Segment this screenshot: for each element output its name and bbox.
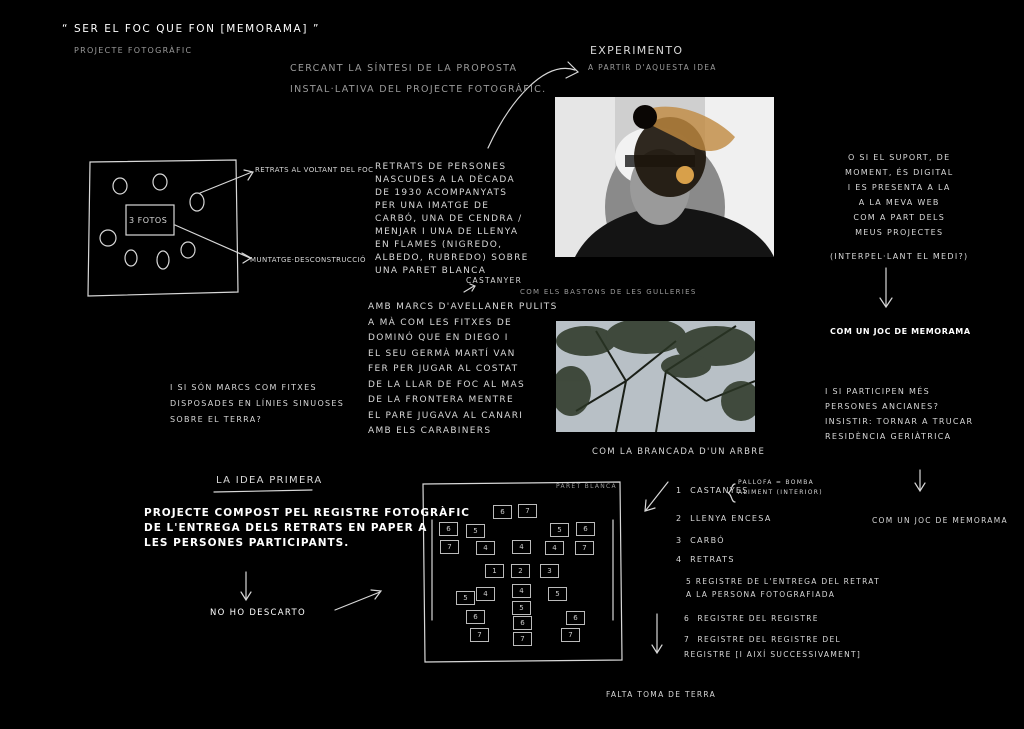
intro-note: CERCANT LA SÍNTESI DE LA PROPOSTA INSTAL·LATIVA DEL PROJECTE FOTOGRÀFIC. [290, 63, 547, 95]
step-4: 4 RETRATS [676, 555, 735, 564]
frame: 6 [576, 522, 595, 536]
suport-note: O SI EL SUPORT, DE MOMENT, ÉS DIGITAL I ES PRESENTA A LA A LA MEVA WEB COM A PART DELS MEUS PROJECTES [845, 153, 954, 237]
page-subtitle: PROJECTE FOTOGRÀFIC [74, 46, 193, 55]
frame: 4 [476, 541, 495, 555]
experiment-heading: EXPERIMENTO [590, 44, 684, 57]
falta-note: FALTA TOMA DE TERRA [606, 690, 717, 699]
registre-note: PROJECTE COMPOST PEL REGISTRE FOTOGRÀFIC DE L'ENTREGA DELS RETRATS EN PAPER A LES PERSONES PARTICIPANTS. [144, 507, 471, 549]
castanyes-sub: PALLOFA = BOMBA ALIMENT (INTERIOR) [738, 479, 823, 496]
frame: 4 [512, 540, 531, 554]
frame: 7 [440, 540, 459, 554]
frame: 5 [456, 591, 475, 605]
experiment-note: A PARTIR D'AQUESTA IDEA [588, 63, 717, 72]
memorama-note-1: COM UN JOC DE MEMORAMA [830, 327, 971, 336]
fitxes-note: I SI SÓN MARCS COM FITXES DISPOSADES EN LÍNIES SINUOSES SOBRE EL TERRA? [170, 383, 345, 424]
frame: 7 [470, 628, 489, 642]
page-title: “ SER EL FOC QUE FON [MEMORAMA] ” [62, 23, 321, 35]
frame: 5 [512, 601, 531, 615]
sketch-label-top: RETRATS AL VOLTANT DEL FOC [255, 166, 374, 174]
frame: 5 [548, 587, 567, 601]
frame: 7 [518, 504, 537, 518]
frame: 3 [540, 564, 559, 578]
bastons-label: COM ELS BASTONS DE LES GULLERIES [520, 288, 697, 296]
descarto-note: NO HO DESCARTO [210, 608, 306, 618]
step-1: 1 CASTANYES [676, 486, 749, 495]
interpel-note: (INTERPEL·LANT EL MEDI?) [830, 252, 969, 261]
sketch-center-label: 3 FOTOS [129, 216, 168, 225]
castanyer-label: CASTANYER [466, 276, 523, 285]
frame: 4 [545, 541, 564, 555]
frame: 5 [550, 523, 569, 537]
portraits-note: RETRATS DE PERSONES NASCUDES A LA DÈCADA DE 1930 ACOMPANYATS PER UNA IMATGE DE CARBÓ, UNA DE CENDRA / MENJAR I UNA DE LLENYA EN FLAMES (NIGREDO, ALBEDO, RUBREDO) SOBRE UNA PARET BLANCA [375, 162, 529, 276]
frame: 4 [476, 587, 495, 601]
frame: 7 [513, 632, 532, 646]
frame: 2 [511, 564, 530, 578]
step-2: 2 LLENYA ENCESA [676, 514, 772, 523]
memorama-note-2: COM UN JOC DE MEMORAMA [872, 516, 1008, 525]
frame: 5 [466, 524, 485, 538]
step-7: 7 REGISTRE DEL REGISTRE DEL REGISTRE [I AIXÍ SUCCESSIVAMENT] [684, 635, 862, 659]
step-5: 5 REGISTRE DE L'ENTREGA DEL RETRAT A LA PERSONA FOTOGRAFIADA [686, 577, 881, 599]
frame: 6 [466, 610, 485, 624]
frame: 7 [575, 541, 594, 555]
burnt-portrait-photo [555, 97, 774, 257]
frame: 6 [566, 611, 585, 625]
step-3: 3 CARBÓ [676, 536, 725, 545]
frame: 4 [512, 584, 531, 598]
frame: 6 [493, 505, 512, 519]
frame: 7 [561, 628, 580, 642]
avellaner-note: AMB MARCS D'AVELLANER PULITS A MÀ COM LES FITXES DE DOMINÓ QUE EN DIEGO I EL SEU GERMÀ MARTÍ VAN FER PER JUGAR AL COSTAT DE LA LLAR DE FOC AL MAS DE LA FRONTERA MENTRE EL PARE JUGAVA AL CANARI AMB ELS CARABINERS [368, 302, 558, 436]
idea-heading: LA IDEA PRIMERA [216, 475, 323, 486]
sketch-label-bottom: MUNTATGE·DESCONSTRUCCIÓ [250, 256, 366, 264]
tree-branches-photo [556, 321, 755, 432]
frame: 1 [485, 564, 504, 578]
paret-label: PARET BLANCA [556, 483, 617, 490]
frame: 6 [439, 522, 458, 536]
participen-note: I SI PARTICIPEN MÉS PERSONES ANCIANES? INSISTIR: TORNAR A TRUCAR RESIDÈNCIA GERIÀTRICA [825, 387, 974, 441]
brancada-caption: COM LA BRANCADA D'UN ARBRE [592, 447, 766, 457]
frame: 6 [513, 616, 532, 630]
step-6: 6 REGISTRE DEL REGISTRE [684, 614, 819, 623]
